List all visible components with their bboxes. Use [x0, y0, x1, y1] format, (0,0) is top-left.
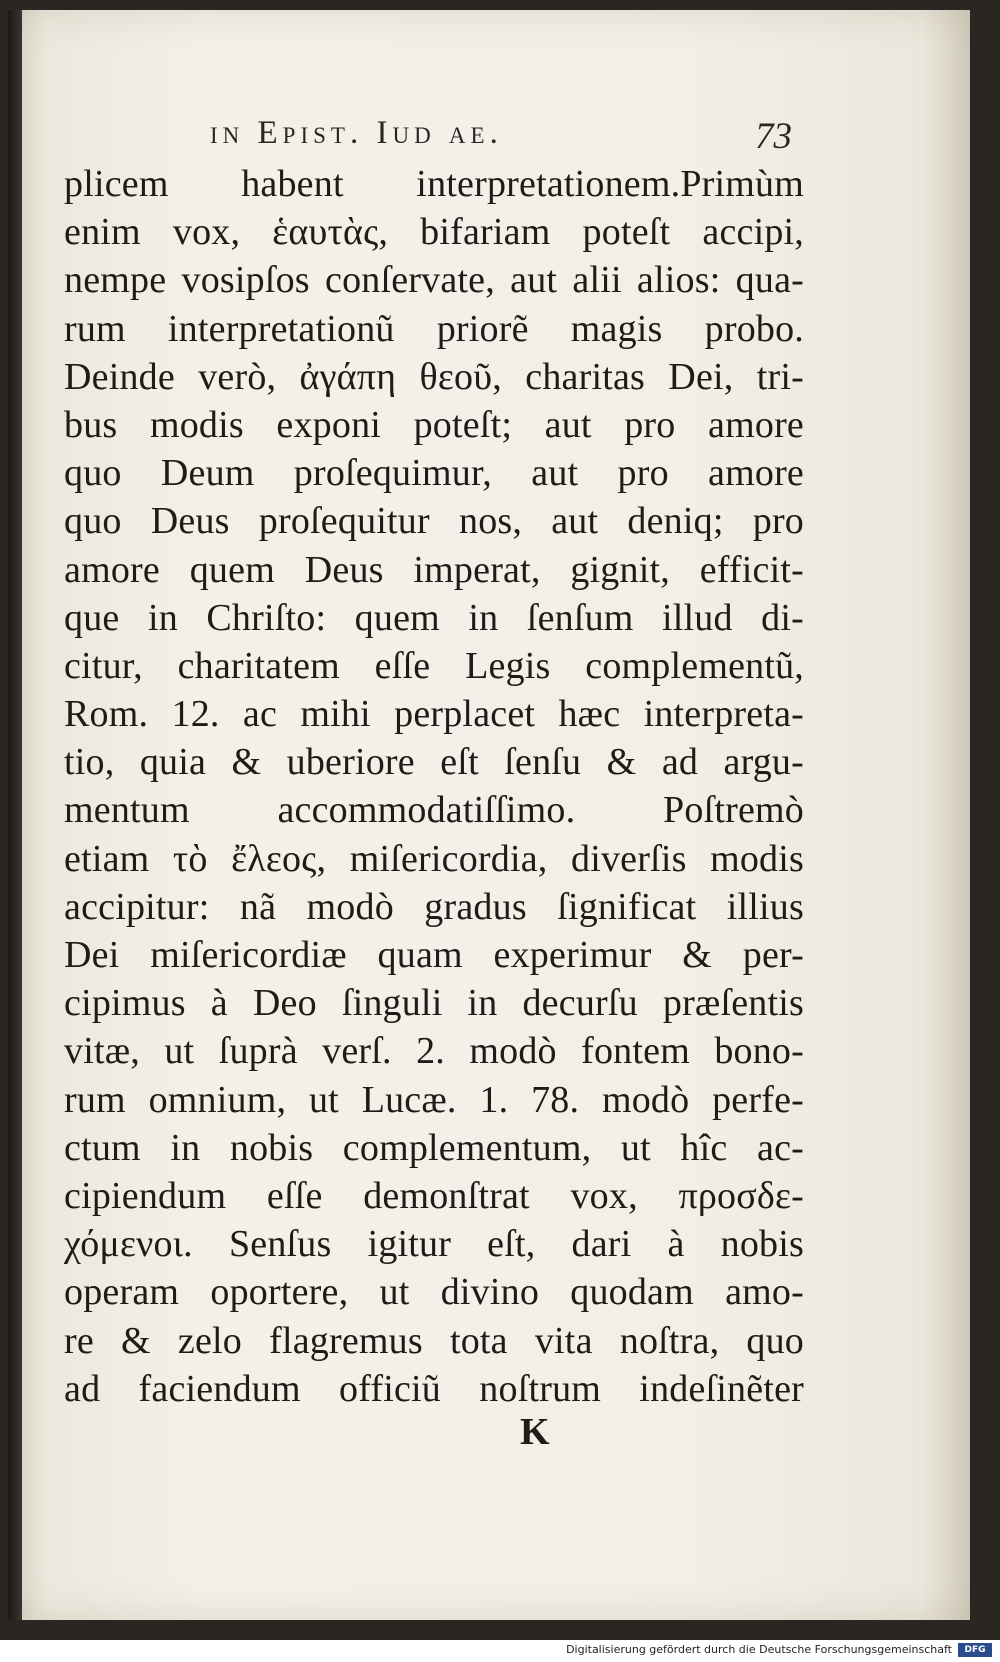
text-line: operam oportere, ut divino quodam amo-: [64, 1271, 804, 1314]
text-line: quo Deus proſequitur nos, aut deniq; pro: [64, 500, 804, 543]
text-line: quo Deum proſequimur, aut pro amore: [64, 452, 804, 495]
funding-credit: Digitalisierung gefördert durch die Deutsche Forschungsgemeinschaft: [566, 1643, 952, 1656]
text-line: plicem habent interpretationem.Primùm: [64, 163, 804, 205]
digitization-footer: [0, 1640, 1000, 1662]
text-line: rum interpretationũ priorẽ magis probo.: [64, 307, 804, 350]
text-line: bus modis exponi poteſt; aut pro amore: [64, 403, 804, 446]
dfg-logo: DFG: [958, 1643, 992, 1657]
text-line: nempe vosipſos conſervate, aut alii alios: qua-: [64, 259, 804, 302]
text-line: Rom. 12. ac mihi perplacet hæc interpreta-: [64, 693, 804, 736]
page-number: 73: [755, 116, 792, 157]
text-line: ad faciendum officiũ noſtrum indeſinẽter: [64, 1367, 804, 1410]
text-line: Deinde verò, ἀγάπη θεοῦ, charitas Dei, tri-: [64, 355, 804, 398]
text-line: que in Chriſto: quem in ſenſum illud di-: [64, 596, 804, 639]
body-text: [64, 160, 804, 1413]
text-line: enim vox, ἑαυτὰς, bifariam poteſt accipi,: [64, 211, 804, 254]
text-line: accipitur: nã modò gradus ſignificat illius: [64, 885, 804, 928]
text-line: vitæ, ut ſuprà verſ. 2. modò fontem bono-: [64, 1030, 804, 1073]
text-line: etiam τὸ ἔλεος, miſericordia, diverſis modis: [64, 837, 804, 880]
running-title: in Epist. Iud ae.: [210, 115, 503, 151]
text-line: cipimus à Deo ſinguli in decurſu præſentis: [64, 982, 804, 1025]
text-line: ctum in nobis complementum, ut hîc ac-: [64, 1126, 804, 1169]
book-spine: [8, 10, 22, 1620]
text-line: χόμενοι. Senſus igitur eſt, dari à nobis: [64, 1223, 804, 1266]
text-line: rum omnium, ut Lucæ. 1. 78. modò perfe-: [64, 1078, 804, 1121]
text-line: mentum accommodatiſſimo. Poſtremò: [64, 789, 804, 832]
text-line: amore quem Deus imperat, gignit, efficit-: [64, 548, 804, 591]
signature-mark: K: [520, 1411, 550, 1453]
text-line: citur, charitatem eſſe Legis complementũ,: [64, 644, 804, 687]
text-line: tio, quia & uberiore eſt ſenſu & ad argu-: [64, 741, 804, 784]
text-line: Dei miſericordiæ quam experimur & per-: [64, 934, 804, 976]
text-line: cipiendum eſſe demonſtrat vox, προσδε-: [64, 1174, 804, 1217]
text-line: re & zelo flagremus tota vita noſtra, quo: [64, 1319, 804, 1362]
